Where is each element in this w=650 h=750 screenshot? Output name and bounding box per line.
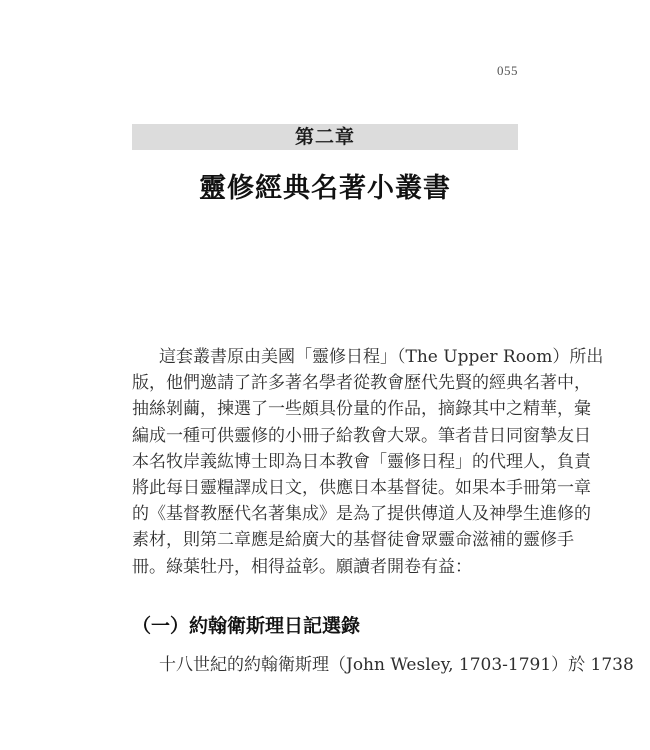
paragraph-line: 抽絲剝繭，揀選了一些頗具份量的作品，摘錄其中之精華，彙 [132,399,591,420]
paragraph-line: 版，他們邀請了許多著名學者從教會歷代先賢的經典名著中， [132,373,591,394]
paragraph-line: 本名牧岸義紘博士即為日本教會「靈修日程」的代理人，負責 [132,451,591,472]
paragraph-line: 素材，則第二章應是給廣大的基督徒會眾靈命滋補的靈修手 [132,530,574,551]
paragraph-line: 這套叢書原由美國「靈修日程」（The Upper Room）所出 [159,347,604,367]
page-number: 055 [497,63,518,78]
paragraph-line: 十八世紀的約翰衛斯理（John Wesley, 1703-1791）於 1738 [159,655,634,675]
paragraph-line: 冊。綠葉牡丹，相得益彰。願讀者開卷有益： [132,556,472,577]
paragraph-line: 編成一種可供靈修的小冊子給教會大眾。筆者昔日同窗摯友日 [132,425,591,446]
paragraph-line: 的《基督教歷代名著集成》是為了提供傳道人及神學生進修的 [132,504,591,525]
section-paragraph [132,652,634,678]
section-heading: （一）約翰衛斯理日記選錄 [132,615,361,637]
intro-paragraph [132,344,604,580]
chapter-title: 靈修經典名著小叢書 [199,173,451,204]
chapter-label: 第二章 [294,126,355,148]
paragraph-line: 將此每日靈糧譯成日文，供應日本基督徒。如果本手冊第一章 [132,477,591,498]
chapter-label-bar [132,124,518,150]
